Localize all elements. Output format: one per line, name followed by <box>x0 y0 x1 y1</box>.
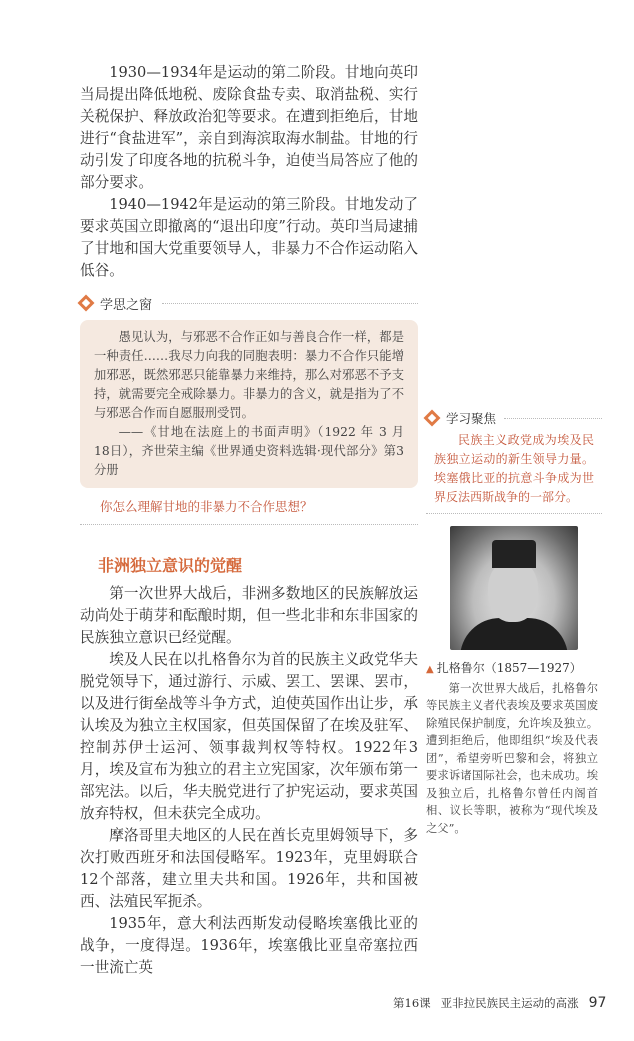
side-column <box>426 62 602 837</box>
diamond-icon <box>78 295 95 312</box>
quote-box <box>80 320 418 488</box>
target-icon <box>424 410 441 427</box>
paragraph: 埃及人民在以扎格鲁尔为首的民族主义政党华夫脱党领导下，通过游行、示威、罢工、罢课、罢市，以及进行街垒战等斗争方式，迫使英国作出让步，承认埃及为独立主权国家，但英国保留了在埃及驻军、控制苏伊士运河、领事裁判权等特权。1922年3月，埃及宣布为独立的君主立宪国家，次年颁布第一部宪法。以后，华夫脱党进行了护宪运动，要求英国放弃特权，但未获完全成功。 <box>80 651 418 822</box>
divider <box>426 513 602 514</box>
focus-text: 民族主义政党成为埃及民族独立运动的新生领导力量。埃塞俄比亚的抗意斗争成为世界反法西斯战争的一部分。 <box>434 433 594 504</box>
paragraph: 1930—1934年是运动的第二阶段。甘地向英印当局提出降低地税、废除食盐专卖、取消盐税、实行关税保护、释放政治犯等要求。在遭到拒绝后，甘地进行“食盐进军”，亲自到海滨取海水制盐。甘地的行动引发了印度各地的抗税斗争，迫使当局答应了他的部分要求。 <box>80 64 418 191</box>
divider <box>504 418 602 419</box>
section-heading: 非洲独立意识的觉醒 <box>98 556 243 575</box>
section-text <box>80 583 418 979</box>
lesson-title: 亚非拉民族民主运动的高涨 <box>440 996 579 1010</box>
focus-title: 学习聚焦 <box>446 411 497 426</box>
paragraph: 1940—1942年是运动的第三阶段。甘地发动了要求英国立即撤离的“退出印度”行动。英印当局逮捕了甘地和国大党重要领导人，非暴力不合作运动陷入低谷。 <box>80 196 418 279</box>
page-number: 97 <box>588 995 607 1011</box>
portrait-image <box>450 526 578 650</box>
focus-box <box>426 409 602 514</box>
study-window-title: 学思之窗 <box>100 297 153 313</box>
main-column <box>80 62 418 979</box>
study-window-header <box>80 294 418 312</box>
lesson-number: 第16课 <box>393 996 431 1010</box>
portrait-caption <box>426 660 598 837</box>
question: 你怎么理解甘地的非暴力不合作思想？ <box>100 499 313 514</box>
paragraph: 1935年，意大利法西斯发动侵略埃塞俄比亚的战争，一度得逞。1936年，埃塞俄比亚皇帝塞拉西一世流亡英 <box>80 915 418 976</box>
quote-source: ——《甘地在法庭上的书面声明》（1922 年 3 月 18日），齐世荣主编《世界通史资料选辑·现代部分》第3分册 <box>94 425 404 477</box>
quote-text: 愚见认为，与邪恶不合作正如与善良合作一样，都是一种责任……我尽力向我的同胞表明：暴力不合作只能增加邪恶，既然邪恶只能靠暴力来维持，那么对邪恶不予支持，就需要完全戒除暴力。非暴力的含义，就是指为了不与邪恶合作而自愿服刑受罚。 <box>94 330 404 420</box>
page-footer <box>393 979 634 1011</box>
triangle-icon: ▲ <box>426 664 434 675</box>
divider <box>80 524 418 525</box>
main-text-top <box>80 62 418 282</box>
caption-text: 第一次世界大战后，扎格鲁尔等民族主义者代表埃及要求英国废除殖民保护制度，允许埃及独立。遭到拒绝后，他即组织“埃及代表团”，希望旁听巴黎和会，将独立要求诉诸国际社会，也未成功。埃及独立后，扎格鲁尔曾任内阁首相、议长等职，被称为“现代埃及之父”。 <box>426 681 598 835</box>
divider <box>162 303 418 304</box>
paragraph: 摩洛哥里夫地区的人民在酋长克里姆领导下，多次打败西班牙和法国侵略军。1923年，克里姆联合12个部落，建立里夫共和国。1926年，共和国被西、法殖民军扼杀。 <box>80 827 418 910</box>
caption-title: 扎格鲁尔（1857—1927） <box>436 661 582 675</box>
paragraph: 第一次世界大战后，非洲多数地区的民族解放运动尚处于萌芽和酝酿时期，但一些北非和东非国家的民族独立意识已经觉醒。 <box>80 585 418 646</box>
